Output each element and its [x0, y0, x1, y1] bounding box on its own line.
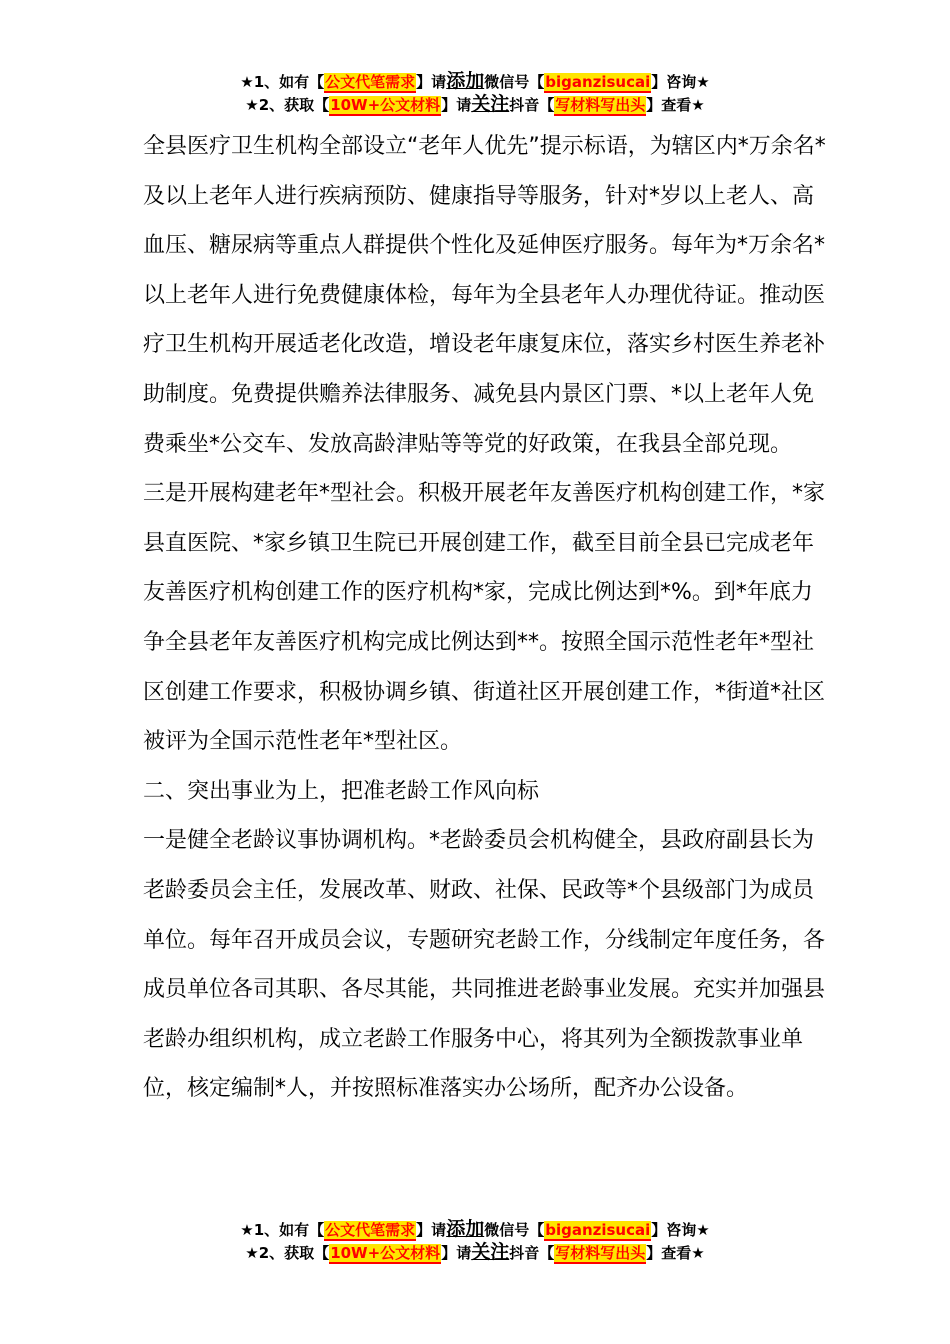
header-banner	[0, 70, 950, 116]
banner-text: 】咨询★	[651, 1221, 710, 1239]
paragraph: 三是开展构建老年*型社会。积极开展老年友善医疗机构创建工作，*家县直医院、*家乡镇卫生院已开展创建工作，截至目前全县已完成老年友善医疗机构创建工作的医疗机构*家，完成比例达到*%。到*年底力争全县老年友善医疗机构完成比例达到**。按照全国示范性老年*型社区创建工作要求，积极协调乡镇、街道社区开展创建工作，*街道*社区被评为全国示范性老年*型社区。	[143, 481, 826, 755]
highlight-douyin-account: 写材料写出头	[555, 1244, 646, 1262]
paragraph: 一是健全老龄议事协调机构。*老龄委员会机构健全，县政府副县长为老龄委员会主任，发展改革、财政、社保、民政等*个县级部门为成员单位。每年召开成员会议，专题研究老龄工作，分线制定年度任务，各成员单位各司其职、各尽其能，共同推进老龄事业发展。充实并加强县老龄办组织机构，成立老龄工作服务中心，将其列为全额拨款事业单位，核定编制*人，并按照标准落实办公场所，配齐办公设备。	[143, 828, 826, 1102]
banner-text: ★1、如有【	[240, 73, 325, 91]
banner-line-1	[0, 70, 950, 93]
banner-text: 】请	[441, 96, 472, 114]
banner-text: 】请	[416, 1221, 447, 1239]
banner-line-2	[0, 93, 950, 116]
emphasis-follow: 关注	[471, 93, 510, 115]
banner-text: 】请	[441, 1244, 472, 1262]
banner-text: 】查看★	[646, 96, 705, 114]
banner-text: ★1、如有【	[240, 1221, 325, 1239]
footer-banner	[0, 1218, 950, 1264]
highlight-wechat-id: biganzisucai	[545, 1221, 651, 1239]
banner-text: 】咨询★	[651, 73, 710, 91]
emphasis-add: 添加	[446, 70, 485, 92]
highlight-materials: 10W+公文材料	[330, 1244, 441, 1262]
banner-text: 微信号【	[484, 1221, 545, 1239]
banner-text: ★2、获取【	[245, 1244, 330, 1262]
banner-text: 微信号【	[484, 73, 545, 91]
banner-text: 抖音【	[509, 96, 555, 114]
banner-text: 】查看★	[646, 1244, 705, 1262]
highlight-materials: 10W+公文材料	[330, 96, 441, 114]
emphasis-add: 添加	[446, 1218, 485, 1240]
paragraph: 全县医疗卫生机构全部设立“老年人优先”提示标语，为辖区内*万余名*及以上老年人进行疾病预防、健康指导等服务，针对*岁以上老人、高血压、糖尿病等重点人群提供个性化及延伸医疗服务。每年为*万余名*以上老年人进行免费健康体检，每年为全县老年人办理优待证。推动医疗卫生机构开展适老化改造，增设老年康复床位，落实乡村医生养老补助制度。免费提供赡养法律服务、减免县内景区门票、*以上老年人免费乘坐*公交车、发放高龄津贴等等党的好政策，在我县全部兑现。	[143, 134, 826, 457]
emphasis-follow: 关注	[471, 1241, 510, 1263]
highlight-service: 公文代笔需求	[325, 73, 416, 91]
document-body	[143, 122, 828, 1114]
banner-text: 】请	[416, 73, 447, 91]
highlight-wechat-id: biganzisucai	[545, 73, 651, 91]
highlight-douyin-account: 写材料写出头	[555, 96, 646, 114]
highlight-service: 公文代笔需求	[325, 1221, 416, 1239]
banner-line-1	[0, 1218, 950, 1241]
banner-text: ★2、获取【	[245, 96, 330, 114]
banner-text: 抖音【	[509, 1244, 555, 1262]
banner-line-2	[0, 1241, 950, 1264]
section-heading: 二、突出事业为上，把准老龄工作风向标	[143, 778, 540, 804]
